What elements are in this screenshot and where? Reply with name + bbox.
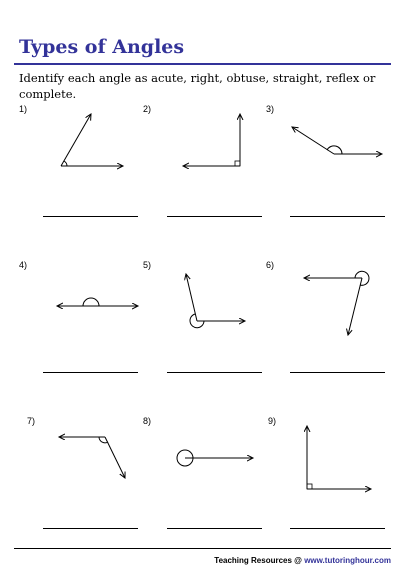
question-number: 5) bbox=[143, 260, 152, 270]
question-number: 6) bbox=[266, 260, 275, 270]
obtuse-angle-diagram bbox=[19, 416, 144, 531]
question-number: 7) bbox=[27, 416, 36, 426]
question-2 bbox=[143, 104, 268, 244]
question-6 bbox=[266, 260, 391, 400]
reflex-angle-diagram bbox=[143, 260, 268, 375]
obtuse-angle-diagram bbox=[266, 104, 391, 219]
footer-credit bbox=[0, 556, 391, 565]
right-angle-diagram bbox=[143, 104, 268, 219]
instructions-text: Identify each angle as acute, right, obtuse, straight, reflex or complete. bbox=[19, 71, 376, 101]
answer-line[interactable] bbox=[290, 372, 385, 373]
complete-angle-diagram bbox=[143, 416, 268, 531]
question-4 bbox=[19, 260, 144, 400]
question-5 bbox=[143, 260, 268, 400]
question-number: 1) bbox=[19, 104, 28, 114]
right-angle-diagram bbox=[266, 416, 391, 531]
page-title: Types of Angles bbox=[19, 36, 185, 58]
footer-divider bbox=[14, 548, 391, 549]
straight-angle-diagram bbox=[19, 260, 144, 375]
acute-angle-diagram bbox=[19, 104, 144, 219]
answer-line[interactable] bbox=[290, 216, 385, 217]
question-3 bbox=[266, 104, 391, 244]
question-number: 3) bbox=[266, 104, 275, 114]
question-number: 2) bbox=[143, 104, 152, 114]
question-1 bbox=[19, 104, 144, 244]
question-number: 9) bbox=[268, 416, 277, 426]
question-9 bbox=[266, 416, 391, 556]
answer-line[interactable] bbox=[43, 528, 138, 529]
question-number: 8) bbox=[143, 416, 152, 426]
footer-prefix: Teaching Resources @ bbox=[214, 556, 305, 565]
question-8 bbox=[143, 416, 268, 556]
answer-line[interactable] bbox=[167, 372, 262, 373]
footer-site-link[interactable]: www.tutoringhour.com bbox=[304, 556, 391, 565]
answer-line[interactable] bbox=[43, 372, 138, 373]
title-underline bbox=[14, 63, 391, 65]
answer-line[interactable] bbox=[290, 528, 385, 529]
answer-line[interactable] bbox=[167, 528, 262, 529]
answer-line[interactable] bbox=[167, 216, 262, 217]
reflex-angle-diagram bbox=[266, 260, 391, 375]
question-7 bbox=[19, 416, 144, 556]
question-number: 4) bbox=[19, 260, 28, 270]
answer-line[interactable] bbox=[43, 216, 138, 217]
